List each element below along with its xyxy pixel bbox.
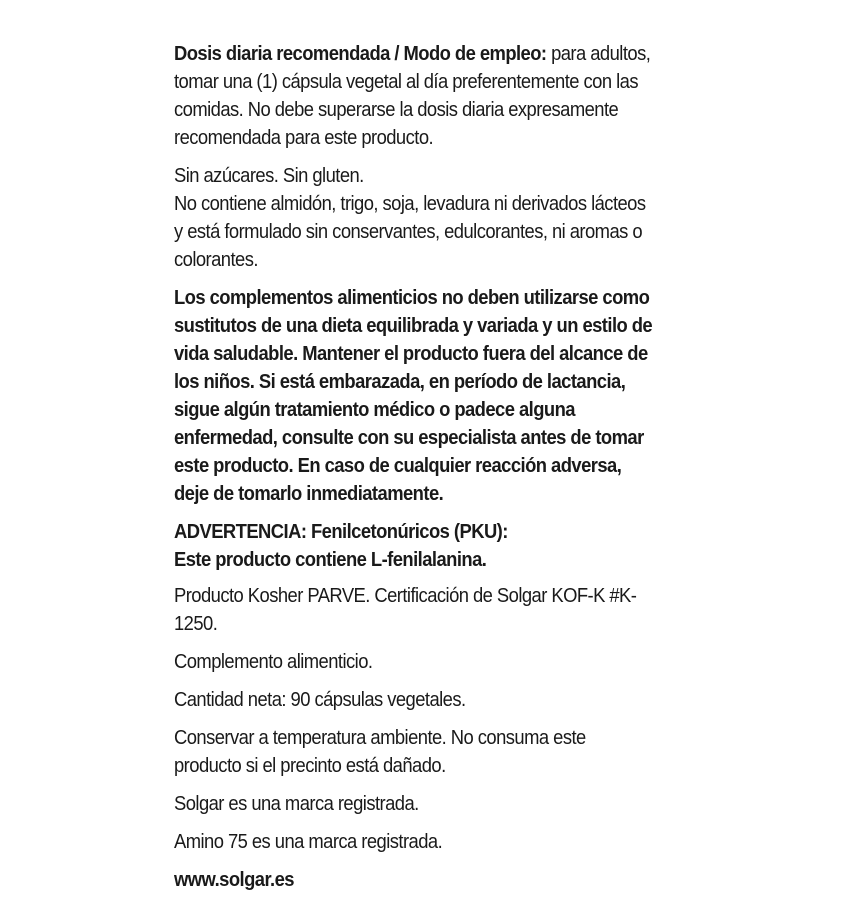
trademark-solgar: Solgar es una marca registrada. (174, 793, 419, 815)
pku-warning (174, 518, 652, 574)
kosher-certification: Producto Kosher PARVE. Certificación de Solgar KOF-K #K-1250. (174, 585, 637, 635)
warning-paragraph: Los complementos alimenticios no deben utilizarse como sustitutos de una dieta equilibrada y variada y un estilo de vida saludable. Mantener el producto fuera del alcance de los niños. Si está embarazada, en período de lactancia, sigue algún tratamiento médico o padece alguna enfermedad, consulte con su especialista antes de tomar este producto. En caso de cualquier reacción adversa, deje de tomarlo inmediatamente. (174, 287, 653, 505)
supplement-type: Complemento alimenticio. (174, 651, 373, 673)
trademark-amino: Amino 75 es una marca registrada. (174, 831, 443, 853)
net-quantity: Cantidad neta: 90 cápsulas vegetales. (174, 689, 466, 711)
pku-line-2: Este producto contiene L-fenilalanina. (174, 549, 487, 571)
dosage-text: para adultos, tomar una (1) cápsula vegetal al día preferentemente con las comidas. No debe superarse la dosis diaria expresamente recomendada para este producto. (174, 43, 651, 149)
storage-instructions: Conservar a temperatura ambiente. No consuma este producto si el precinto está dañado. (174, 727, 586, 777)
free-from-line-2: No contiene almidón, trigo, soja, levadura ni derivados lácteos y está formulado sin conservantes, edulcorantes, ni aromas o colorantes. (174, 193, 646, 271)
dosage-heading: Dosis diaria recomendada / Modo de empleo: (174, 43, 547, 65)
free-from-paragraph (174, 162, 652, 274)
dosage-paragraph (174, 40, 652, 152)
free-from-line-1: Sin azúcares. Sin gluten. (174, 165, 364, 187)
pku-line-1: ADVERTENCIA: Fenilcetonúricos (PKU): (174, 521, 508, 543)
website-url: www.solgar.es (174, 869, 294, 891)
product-label-text (174, 40, 652, 904)
